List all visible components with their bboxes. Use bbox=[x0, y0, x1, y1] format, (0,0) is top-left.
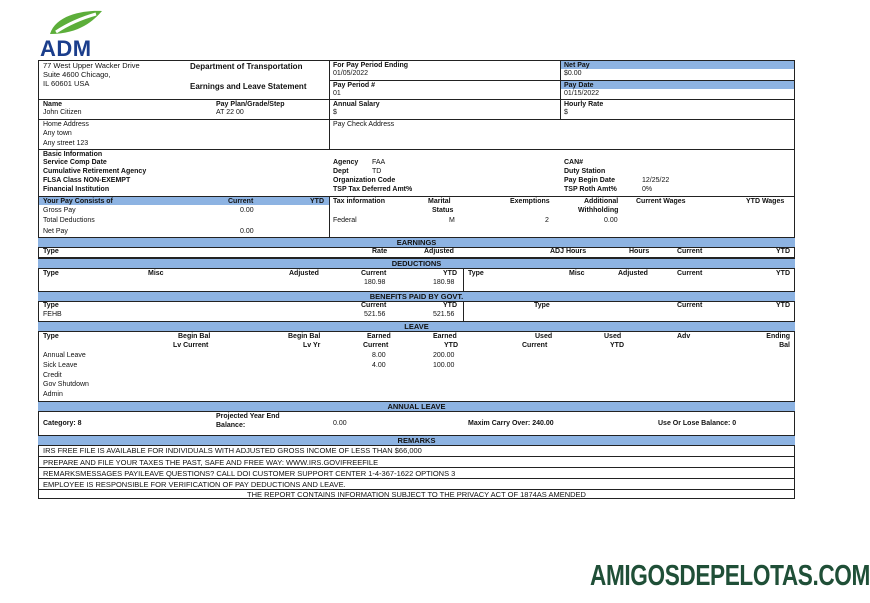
leave-row-type: Annual Leave bbox=[43, 352, 86, 359]
name-value: John Citizen bbox=[43, 109, 82, 116]
leave-row-ytd: 200.00 bbox=[433, 352, 455, 359]
leave-row-type: Sick Leave bbox=[43, 362, 78, 369]
financial-institution: Financial Institution bbox=[43, 186, 110, 193]
leave-begin-bal-header: Begin Bal bbox=[178, 333, 211, 340]
dept-label: Dept bbox=[333, 168, 349, 175]
leave-lv-yr-header: Lv Yr bbox=[303, 342, 321, 349]
cumulative-retirement: Cumulative Retirement Agency bbox=[43, 168, 147, 175]
annual-salary-value: $ bbox=[333, 109, 337, 116]
organization-code: Organization Code bbox=[333, 177, 396, 184]
tax-info-header: Tax information bbox=[333, 198, 385, 205]
tsp-roth-value: 0% bbox=[642, 186, 653, 193]
tsp-roth-label: TSP Roth Amt% bbox=[564, 186, 617, 193]
leave-ending-header: Ending bbox=[766, 333, 790, 340]
dept-value: TD bbox=[372, 168, 382, 175]
pay-period-ending-label: For Pay Period Ending bbox=[333, 62, 409, 69]
projected-balance-label-1: Projected Year End bbox=[216, 413, 280, 420]
pay-begin-date-label: Pay Begin Date bbox=[564, 177, 615, 184]
employer-address-1: 77 West Upper Wacker Drive bbox=[43, 61, 140, 70]
leave-row-type: Admin bbox=[43, 391, 63, 398]
earnings-adj-hours-header: ADJ Hours bbox=[550, 248, 587, 255]
home-address-label: Home Address bbox=[43, 121, 89, 128]
home-address-line-2: Any street 123 bbox=[43, 140, 89, 147]
leave-earned-ytd-header: YTD bbox=[444, 342, 458, 349]
benefits-current2-header: Current bbox=[677, 302, 703, 309]
agency-value: FAA bbox=[372, 159, 386, 166]
benefits-type-header: Type bbox=[43, 302, 59, 309]
logo-text: ADM bbox=[40, 36, 92, 61]
adm-logo bbox=[40, 8, 110, 60]
leaf-icon bbox=[46, 8, 106, 38]
statement-frame bbox=[38, 60, 795, 499]
earnings-rate-header: Rate bbox=[372, 248, 388, 255]
leave-used2-header: Used bbox=[604, 333, 622, 340]
total-deductions-label: Total Deductions bbox=[43, 217, 95, 224]
net-pay-summary-label: Net Pay bbox=[43, 228, 68, 235]
pay-begin-date-value: 12/25/22 bbox=[642, 177, 670, 184]
leave-earned-current-header: Current bbox=[363, 342, 389, 349]
federal-exemptions: 2 bbox=[545, 217, 549, 224]
earnings-type-header: Type bbox=[43, 248, 59, 255]
current-wages-header: Current Wages bbox=[636, 198, 686, 205]
deductions-misc-header: Misc bbox=[148, 270, 164, 277]
federal-label: Federal bbox=[333, 217, 357, 224]
home-address-line-1: Any town bbox=[43, 130, 72, 137]
deductions-current2-header: Current bbox=[677, 270, 703, 277]
pay-period-number-value: 01 bbox=[333, 90, 341, 97]
duty-station: Duty Station bbox=[564, 168, 606, 175]
federal-status: M bbox=[449, 217, 455, 224]
leave-row-type: Credit bbox=[43, 372, 62, 379]
gross-pay-value: 0.00 bbox=[240, 207, 254, 214]
deductions-current-header: Current bbox=[361, 270, 387, 277]
leave-row-current: 8.00 bbox=[372, 352, 386, 359]
earnings-hours-header: Hours bbox=[629, 248, 650, 255]
earnings-ytd-header: YTD bbox=[776, 248, 790, 255]
leave-ending-bal-header: Bal bbox=[779, 342, 790, 349]
ytd-wages-header: YTD Wages bbox=[746, 198, 785, 205]
deductions-misc2-header: Misc bbox=[569, 270, 585, 277]
leave-row-current: 4.00 bbox=[372, 362, 386, 369]
federal-additional: 0.00 bbox=[604, 217, 618, 224]
leave-earned2-header: Earned bbox=[433, 333, 457, 340]
employer-address-3: IL 60601 USA bbox=[43, 79, 90, 88]
exemptions-header: Exemptions bbox=[510, 198, 550, 205]
annual-salary-label: Annual Salary bbox=[333, 101, 380, 108]
earnings-title: EARNINGS bbox=[396, 238, 437, 247]
pay-check-address-label: Pay Check Address bbox=[333, 121, 395, 128]
leave-used-current-header: Current bbox=[522, 342, 548, 349]
can-label: CAN# bbox=[564, 159, 584, 166]
gross-pay-label: Gross Pay bbox=[43, 207, 76, 214]
earnings-band bbox=[38, 237, 795, 248]
additional-header: Additional bbox=[584, 198, 619, 205]
benefits-type2-header: Type bbox=[534, 302, 550, 309]
pay-date-value: 01/15/2022 bbox=[564, 90, 600, 97]
leave-used-header: Used bbox=[535, 333, 553, 340]
remark-line: EMPLOYEE IS RESPONSIBLE FOR VERIFICATION OF PAY DEDUCTIONS AND LEAVE. bbox=[43, 480, 346, 489]
net-pay-value: $0.00 bbox=[564, 70, 582, 77]
site-watermark: AMIGOSDEPELOTAS.COM bbox=[590, 560, 870, 592]
remark-line: PREPARE AND FILE YOUR TAXES THE PAST, SAFE AND FREE WAY: WWW.IRS.GOVIFREEFILE bbox=[43, 458, 379, 467]
pay-current-header: Current bbox=[228, 198, 254, 205]
deductions-band bbox=[38, 258, 795, 269]
annual-leave-band bbox=[38, 401, 795, 412]
leave-title: LEAVE bbox=[404, 322, 429, 331]
benefits-band bbox=[38, 291, 795, 302]
remark-line: REMARKSMESSAGES PAYILEAVE QUESTIONS? CALL DOI CUSTOMER SUPPORT CENTER 1-4-367-1622 OPTIONS 3 bbox=[43, 469, 456, 478]
service-comp-date: Service Comp Date bbox=[43, 159, 107, 166]
earnings-current-header: Current bbox=[677, 248, 703, 255]
deductions-adjusted2-header: Adjusted bbox=[618, 270, 648, 277]
hourly-rate-value: $ bbox=[564, 109, 568, 116]
deductions-title: DEDUCTIONS bbox=[391, 259, 442, 268]
leave-used-ytd-header: YTD bbox=[610, 342, 624, 349]
flsa-class: FLSA Class NON-EXEMPT bbox=[43, 177, 131, 184]
leave-row-ytd: 100.00 bbox=[433, 362, 455, 369]
benefits-current-header: Current bbox=[361, 302, 387, 309]
deductions-current-value: 180.98 bbox=[364, 279, 386, 286]
net-pay-label: Net Pay bbox=[564, 62, 590, 69]
remark-line: IRS FREE FILE IS AVAILABLE FOR INDIVIDUALS WITH ADJUSTED GROSS INCOME OF LESS THAN $66,000 bbox=[43, 446, 422, 455]
pay-plan-value: AT 22 00 bbox=[216, 109, 244, 116]
privacy-notice: THE REPORT CONTAINS INFORMATION SUBJECT TO THE PRIVACY ACT OF 1874AS AMENDED bbox=[247, 490, 586, 499]
pay-period-number-label: Pay Period # bbox=[333, 82, 376, 89]
projected-balance-value: 0.00 bbox=[333, 420, 347, 427]
annual-leave-title: ANNUAL LEAVE bbox=[387, 402, 446, 411]
max-carry-over: Maxim Carry Over: 240.00 bbox=[468, 420, 554, 427]
pay-period-ending-value: 01/05/2022 bbox=[333, 70, 369, 77]
basic-info-title: Basic Information bbox=[43, 151, 103, 158]
statement-title: Earnings and Leave Statement bbox=[190, 82, 307, 91]
status-header: Status bbox=[432, 207, 454, 214]
benefits-ytd2-header: YTD bbox=[776, 302, 790, 309]
agency-label: Agency bbox=[333, 159, 359, 166]
pay-date-label: Pay Date bbox=[564, 82, 594, 89]
projected-balance-label-2: Balance: bbox=[216, 422, 246, 429]
leave-earned-header: Earned bbox=[367, 333, 391, 340]
name-label: Name bbox=[43, 101, 63, 108]
deductions-type-header: Type bbox=[43, 270, 59, 277]
deductions-ytd-header: YTD bbox=[443, 270, 457, 277]
benefits-row-type: FEHB bbox=[43, 311, 62, 318]
pay-plan-label: Pay Plan/Grade/Step bbox=[216, 101, 285, 108]
benefits-row-current: 521.56 bbox=[364, 311, 386, 318]
employer-address-2: Suite 4600 Chicago, bbox=[43, 70, 111, 79]
withholding-header: Withholding bbox=[578, 207, 619, 214]
benefits-title: BENEFITS PAID BY GOVT. bbox=[369, 292, 464, 301]
benefits-ytd-header: YTD bbox=[443, 302, 457, 309]
marital-header: Marital bbox=[428, 198, 451, 205]
earnings-adjusted-header: Adjusted bbox=[424, 248, 454, 255]
pay-ytd-header: YTD bbox=[310, 198, 324, 205]
department-name: Department of Transportation bbox=[190, 62, 303, 71]
remarks-band bbox=[38, 435, 795, 446]
pay-consists-title: Your Pay Consists of bbox=[43, 198, 113, 205]
leave-type-header: Type bbox=[43, 333, 59, 340]
deductions-ytd-value: 180.98 bbox=[433, 279, 455, 286]
benefits-row-ytd: 521.56 bbox=[433, 311, 455, 318]
deductions-type2-header: Type bbox=[468, 270, 484, 277]
leave-category: Category: 8 bbox=[43, 420, 82, 427]
deductions-ytd2-header: YTD bbox=[776, 270, 790, 277]
leave-row-type: Gov Shutdown bbox=[43, 381, 89, 388]
leave-band bbox=[38, 321, 795, 332]
leave-lv-current-header: Lv Current bbox=[173, 342, 209, 349]
use-or-lose-balance: Use Or Lose Balance: 0 bbox=[658, 420, 737, 427]
leave-begin-bal2-header: Begin Bal bbox=[288, 333, 321, 340]
tsp-tax-deferred: TSP Tax Deferred Amt% bbox=[333, 186, 413, 193]
leave-adv-header: Adv bbox=[677, 333, 691, 340]
net-pay-summary-value: 0.00 bbox=[240, 228, 254, 235]
remarks-title: REMARKS bbox=[397, 436, 436, 445]
hourly-rate-label: Hourly Rate bbox=[564, 101, 604, 108]
deductions-adjusted-header: Adjusted bbox=[289, 270, 319, 277]
